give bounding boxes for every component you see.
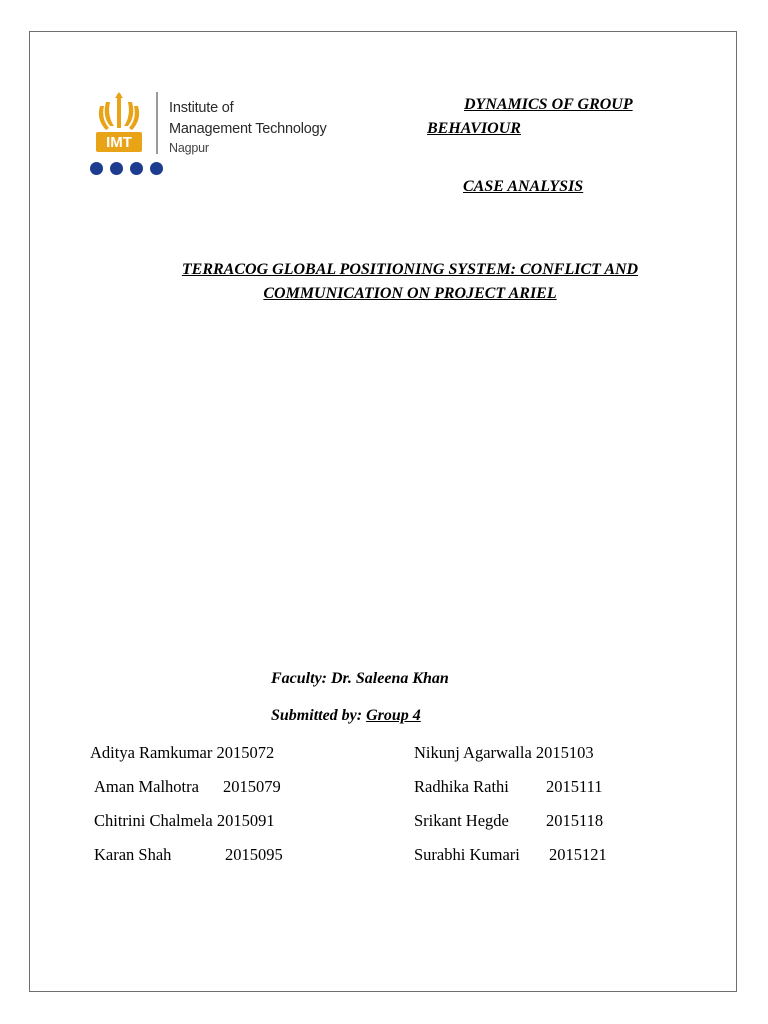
case-title (100, 258, 720, 306)
institute-name-line2: Management Technology (169, 121, 327, 137)
member-row (94, 777, 281, 797)
member-id: 2015095 (225, 845, 283, 864)
logo-dot-icon (110, 162, 123, 175)
submitted-by-label: Submitted by: (271, 707, 367, 724)
member-name: Nikunj Agarwalla (414, 743, 532, 762)
logo-dots (90, 162, 170, 180)
group-name: Group 4 (366, 707, 421, 724)
institute-name (169, 98, 327, 156)
member-id: 2015103 (535, 743, 594, 762)
institute-location: Nagpur (169, 141, 209, 155)
member-id: 2015118 (546, 811, 604, 830)
member-id: 2015121 (549, 845, 607, 864)
logo-dot-icon (130, 162, 143, 175)
member-row (414, 743, 594, 763)
member-name: Chitrini Chalmela (94, 811, 213, 830)
faculty-line: Faculty: Dr. Saleena Khan (271, 670, 449, 687)
logo-divider (156, 92, 158, 154)
member-id: 2015072 (216, 743, 275, 762)
case-title-line1: TERRACOG GLOBAL POSITIONING SYSTEM: CONFLICT AND (181, 261, 639, 278)
submitted-by-line (271, 707, 421, 725)
institute-logo (88, 92, 348, 182)
imt-emblem-icon (88, 92, 150, 154)
document-type: CASE ANALYSIS (463, 178, 584, 195)
member-name: Aman Malhotra (94, 777, 199, 796)
member-row (414, 845, 607, 865)
course-title-line1: DYNAMICS OF GROUP (464, 96, 633, 113)
course-title-line2: BEHAVIOUR (427, 120, 521, 137)
member-id: 2015079 (223, 777, 281, 796)
case-title-line2: COMMUNICATION ON PROJECT ARIEL (263, 285, 557, 302)
member-name: Karan Shah (94, 845, 172, 864)
member-row (90, 743, 274, 763)
member-row (94, 811, 275, 831)
member-name: Radhika Rathi (414, 777, 509, 796)
institute-name-line1: Institute of (169, 100, 234, 116)
member-id: 2015111 (546, 777, 603, 796)
logo-dot-icon (90, 162, 103, 175)
member-row (414, 811, 604, 831)
logo-dot-icon (150, 162, 163, 175)
member-row (414, 777, 603, 797)
member-name: Srikant Hegde (414, 811, 509, 830)
member-name: Aditya Ramkumar (90, 743, 213, 762)
member-id: 2015091 (216, 811, 275, 830)
member-name: Surabhi Kumari (414, 845, 520, 864)
member-row (94, 845, 283, 865)
logo-abbr: IMT (106, 134, 132, 151)
